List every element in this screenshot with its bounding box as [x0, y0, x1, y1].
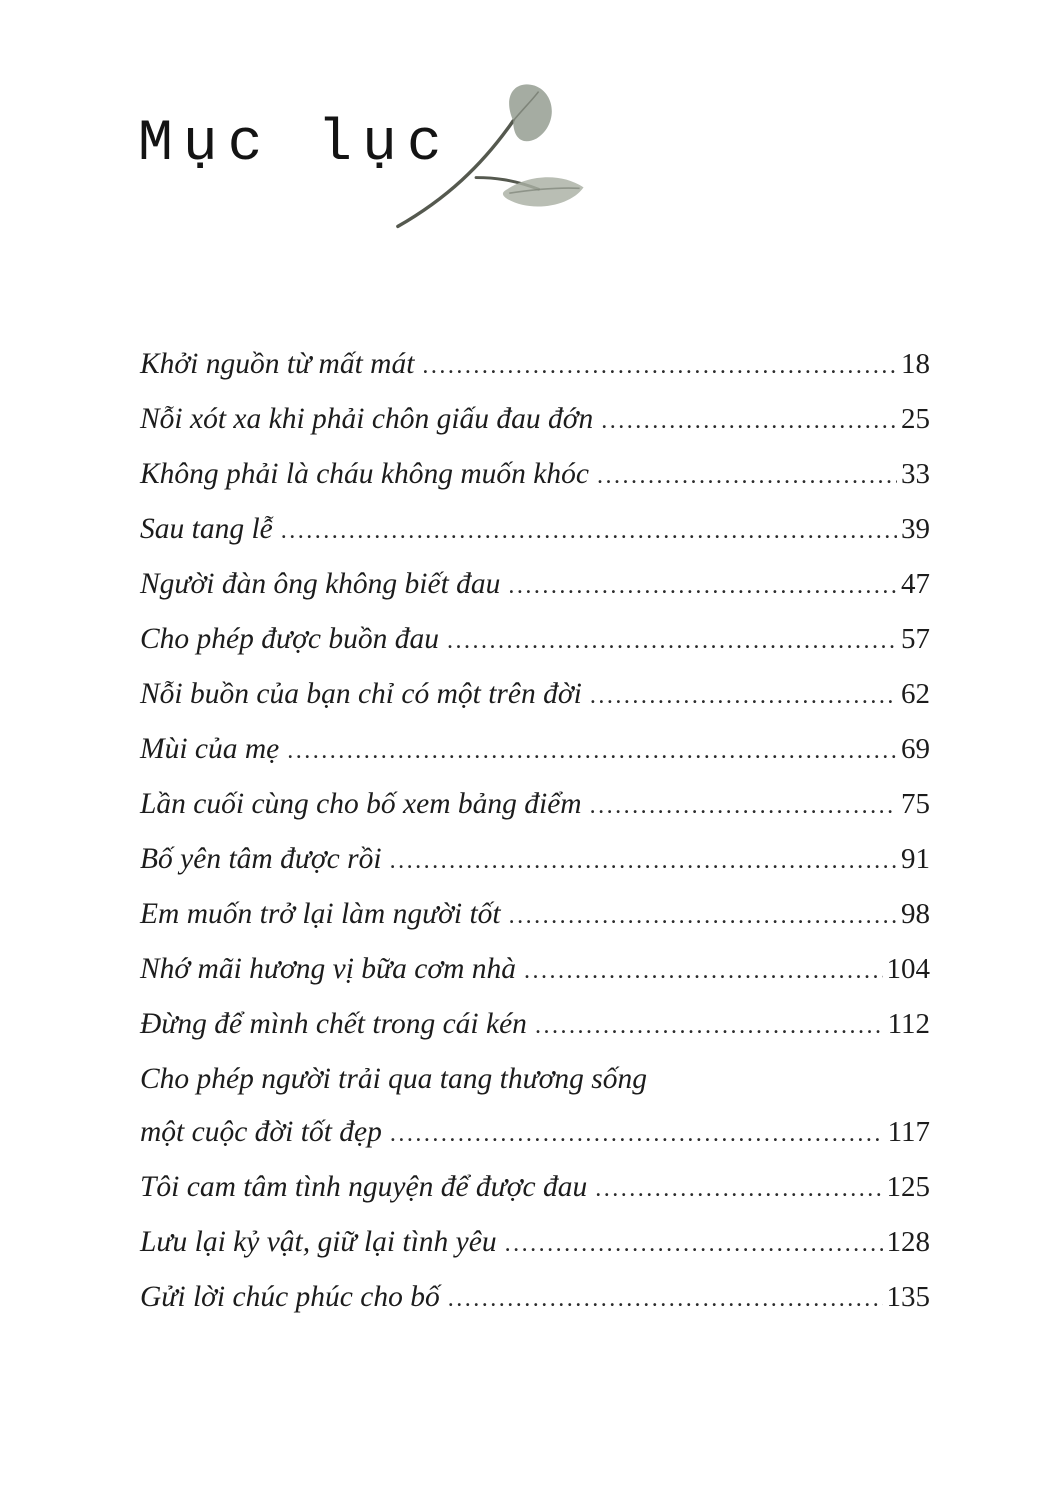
- toc-header: [0, 0, 1060, 260]
- toc-entry: [140, 1007, 930, 1043]
- dot-leader: [595, 1172, 882, 1206]
- toc-entry-title: Khởi nguồn từ mất mát: [140, 348, 415, 380]
- toc-entry-title: Gửi lời chúc phúc cho bố: [140, 1281, 440, 1313]
- toc-entry: [140, 1115, 930, 1151]
- dot-leader: [447, 624, 897, 658]
- toc-entry-title: Nỗi xót xa khi phải chôn giấu đau đớn: [140, 403, 594, 435]
- toc-entry: [140, 512, 930, 548]
- toc-entry: [140, 952, 930, 988]
- toc-entry: [140, 1280, 930, 1316]
- toc-entry-page: 117: [887, 1116, 930, 1148]
- toc-entry-title: Đừng để mình chết trong cái kén: [140, 1008, 527, 1040]
- toc-entry-page: 18: [901, 348, 930, 380]
- dot-leader: [590, 789, 897, 823]
- dot-leader: [524, 954, 882, 988]
- dot-leader: [287, 734, 897, 768]
- toc-entry-title: Sau tang lễ: [140, 513, 273, 545]
- toc-entry-title: Nhớ mãi hương vị bữa cơm nhà: [140, 953, 517, 985]
- toc-entry: [140, 402, 930, 438]
- toc-entry: [140, 347, 930, 383]
- toc-entry-page: 75: [901, 788, 930, 820]
- toc-entry-page: 98: [901, 898, 930, 930]
- toc-entry-page: 47: [901, 568, 930, 600]
- toc-entry: [140, 897, 930, 933]
- toc-entry-page: 25: [901, 403, 930, 435]
- toc-entry: [140, 787, 930, 823]
- dot-leader: [390, 844, 897, 878]
- toc-entry: [140, 1170, 930, 1206]
- dot-leader: [590, 679, 897, 713]
- toc-entry-page: 39: [901, 513, 930, 545]
- dot-leader: [505, 1227, 883, 1261]
- toc-entry-title: Tôi cam tâm tình nguyện để được đau: [140, 1171, 588, 1203]
- dot-leader: [390, 1117, 884, 1151]
- toc-entry-title: Lần cuối cùng cho bố xem bảng điểm: [140, 788, 582, 820]
- dot-leader: [422, 349, 897, 383]
- toc-entry-title: Không phải là cháu không muốn khóc: [140, 458, 589, 490]
- toc-entry-page: 69: [901, 733, 930, 765]
- toc-entry-title: Nỗi buồn của bạn chỉ có một trên đời: [140, 678, 582, 710]
- toc-entry-title: một cuộc đời tốt đẹp: [140, 1116, 382, 1148]
- toc-entry-title: Lưu lại kỷ vật, giữ lại tình yêu: [140, 1226, 497, 1258]
- toc-entry: [140, 1225, 930, 1261]
- toc-entry: [140, 677, 930, 713]
- dot-leader: [448, 1282, 883, 1316]
- toc-entry-title: Người đàn ông không biết đau: [140, 568, 501, 600]
- dot-leader: [281, 514, 897, 548]
- toc-entry-title: Mùi của mẹ: [140, 733, 280, 765]
- leaf-branch-icon: [392, 78, 607, 238]
- dot-leader: [509, 899, 897, 933]
- toc-entry-page: 125: [886, 1171, 930, 1203]
- toc-entry-title: Bố yên tâm được rồi: [140, 843, 382, 875]
- toc-entry-page: 128: [886, 1226, 930, 1258]
- dot-leader: [601, 404, 897, 438]
- toc-entry: [140, 842, 930, 878]
- toc-entry-title: Em muốn trở lại làm người tốt: [140, 898, 501, 930]
- toc-entry-page: 91: [901, 843, 930, 875]
- toc-entry: [140, 732, 930, 768]
- toc-entry-page: 112: [887, 1008, 930, 1040]
- toc-entry: [140, 1062, 930, 1096]
- dot-leader: [597, 459, 897, 493]
- toc-entry-page: 57: [901, 623, 930, 655]
- page-title: Mục lục: [138, 112, 452, 177]
- toc-entry-title: Cho phép người trải qua tang thương sống: [140, 1063, 648, 1095]
- toc-entry-page: 104: [886, 953, 930, 985]
- toc-entry: [140, 622, 930, 658]
- toc-entry-page: 33: [901, 458, 930, 490]
- toc-entry: [140, 457, 930, 493]
- toc-entry: [140, 567, 930, 603]
- dot-leader: [508, 569, 897, 603]
- table-of-contents: [140, 347, 930, 1335]
- toc-entry-page: 62: [901, 678, 930, 710]
- dot-leader: [535, 1009, 884, 1043]
- toc-entry-page: 135: [886, 1281, 930, 1313]
- toc-entry-title: Cho phép được buồn đau: [140, 623, 439, 655]
